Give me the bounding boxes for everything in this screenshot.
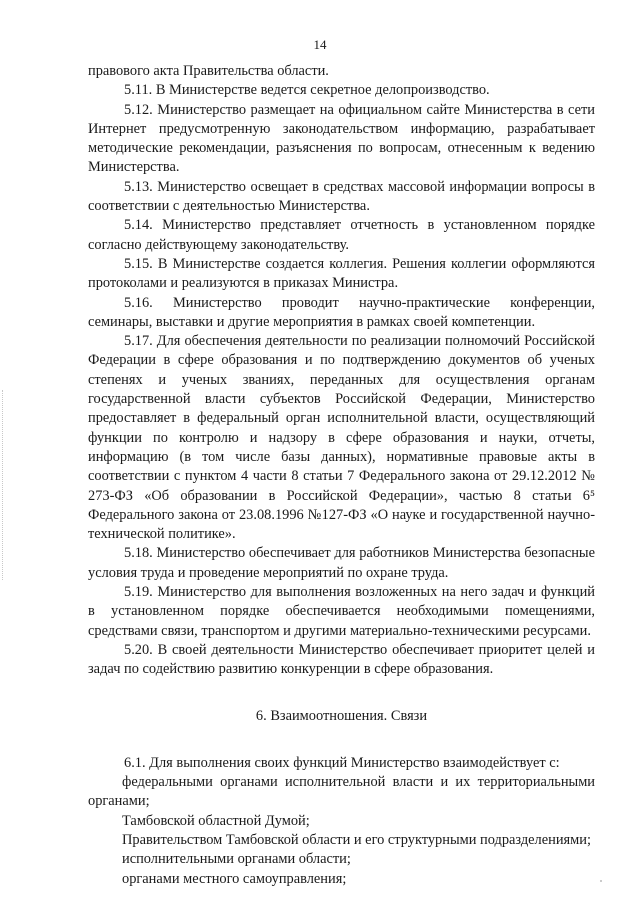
paragraph-6-1: 6.1. Для выполнения своих функций Министерство взаимодействует с:	[124, 754, 560, 771]
paragraph-5-18: 5.18. Министерство обеспечивает для работников Министерства безопасные условия труда и проведение мероприятий по охране труда.	[88, 545, 595, 581]
paragraph-continuation: правового акта Правительства области.	[88, 63, 329, 79]
paragraph-5-14: 5.14. Министерство представляет отчетность в установленном порядке согласно действующему законодательству.	[88, 217, 595, 253]
paragraph-5-16: 5.16. Министерство проводит научно-практические конференции, семинары, выставки и другие мероприятия в рамках своей компетенции.	[88, 294, 595, 330]
list-item: Тамбовской областной Думой;	[122, 812, 310, 829]
paragraph-5-15: 5.15. В Министерстве создается коллегия. Решения коллегии оформляются протоколами и реализуются в приказах Министра.	[88, 255, 595, 292]
document-body	[88, 62, 595, 889]
paragraph-5-19: 5.19. Министерство для выполнения возложенных на него задач и функций в установленном порядке обеспечивается необходимыми помещениями, средствами связи, транспортом и другими материально-техническими ресурсами.	[88, 584, 595, 639]
scan-margin-marks	[2, 390, 9, 580]
paragraph-5-12: 5.12. Министерство размещает на официальном сайте Министерства в сети Интернет предусмотренную законодательством информацию, разрабатывает методические рекомендации, разъяснения по вопросам, отнесенным к ведению Министерства.	[88, 101, 595, 176]
paragraph-5-13: 5.13. Министерство освещает в средствах массовой информации вопросы в соответствии с деятельностью Министерства.	[88, 178, 595, 215]
list-item: исполнительными органами области;	[122, 851, 351, 868]
paragraph-5-11: 5.11. В Министерстве ведется секретное делопроизводство.	[124, 82, 490, 99]
section-heading: 6. Взаимоотношения. Связи	[255, 707, 428, 724]
list-item: Правительством Тамбовской области и его структурными подразделениями;	[122, 831, 591, 848]
list-item: федеральными органами исполнительной власти и их территориальными органами;	[88, 774, 595, 810]
page-number: 14	[313, 37, 327, 52]
paragraph-5-17: 5.17. Для обеспечения деятельности по реализации полномочий Российской Федерации в сфере образования и по подтверждению документов об ученых степенях и ученых званиях, переданных для осуществления органам государственной власти субъектов Российской Федерации, Министерство предоставляет в федеральный орган исполнительной власти, осуществляющий функции по контролю и надзору в сфере образования и науки, отчеты, информацию (в том числе базы данных), нормативные правовые акты в соответствии с пунктом 4 части 8 статьи 7 Федерального закона от 29.12.2012 № 273-ФЗ «Об образовании в Российской Федерации», частью 8 статьи 6⁵ Федерального закона от 23.08.1996 №127-ФЗ «О науке и государственной научно-технической политике».	[88, 333, 595, 543]
scan-speck	[600, 880, 602, 882]
list-item: органами местного самоуправления;	[122, 870, 347, 887]
paragraph-5-20: 5.20. В своей деятельности Министерство обеспечивает приоритет целей и задач по содействию развитию конкуренции в сфере образования.	[88, 641, 595, 678]
